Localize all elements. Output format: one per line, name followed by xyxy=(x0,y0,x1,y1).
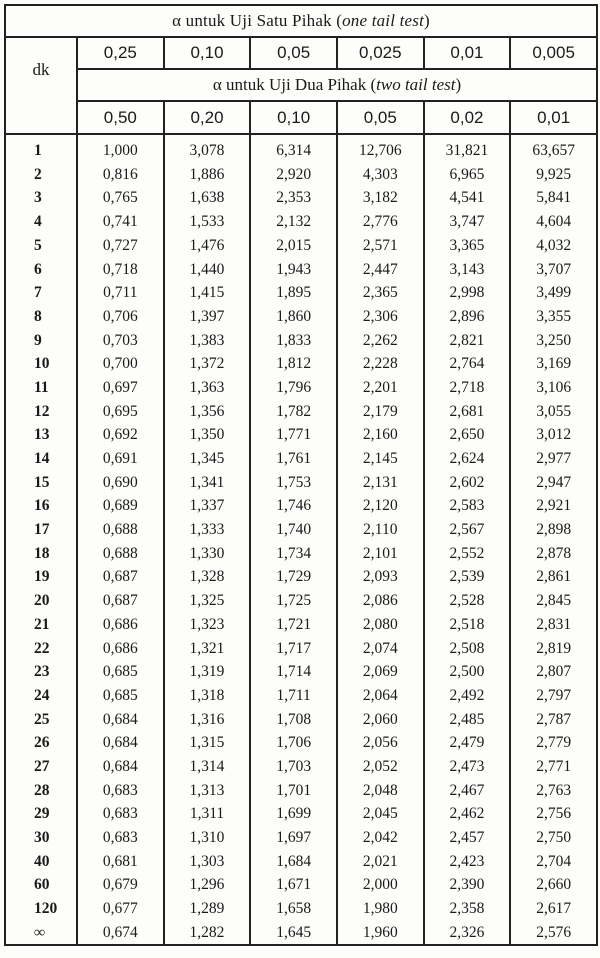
t-value-cell: 2,131 xyxy=(337,471,424,495)
t-value-cell: 1,782 xyxy=(250,400,337,424)
table-row xyxy=(5,779,597,803)
t-value-cell: 3,078 xyxy=(164,134,251,163)
t-value-cell: 2,779 xyxy=(510,731,597,755)
two-tail-alpha: 0,05 xyxy=(337,101,424,134)
one-tail-alpha: 0,025 xyxy=(337,37,424,69)
t-value-cell: 1,328 xyxy=(164,565,251,589)
table-header xyxy=(5,5,597,134)
table-row xyxy=(5,376,597,400)
table-row xyxy=(5,660,597,684)
t-value-cell: 2,479 xyxy=(424,731,511,755)
t-value-cell: 1,714 xyxy=(250,660,337,684)
t-value-cell: 3,707 xyxy=(510,257,597,281)
t-value-cell: 1,812 xyxy=(250,352,337,376)
t-value-cell: 1,761 xyxy=(250,447,337,471)
t-value-cell: 1,734 xyxy=(250,542,337,566)
table-row xyxy=(5,589,597,613)
t-value-cell: 1,314 xyxy=(164,755,251,779)
t-value-cell: 1,000 xyxy=(77,134,164,163)
t-value-cell: 2,807 xyxy=(510,660,597,684)
t-value-cell: 2,160 xyxy=(337,423,424,447)
table-row xyxy=(5,731,597,755)
two-tail-alpha-row xyxy=(5,101,597,134)
t-value-cell: 2,650 xyxy=(424,423,511,447)
t-value-cell: 2,228 xyxy=(337,352,424,376)
t-value-cell: 2,390 xyxy=(424,873,511,897)
t-value-cell: 2,365 xyxy=(337,281,424,305)
t-value-cell: 2,064 xyxy=(337,684,424,708)
t-value-cell: 2,921 xyxy=(510,494,597,518)
dk-cell: 4 xyxy=(34,213,42,231)
t-value-cell: 2,567 xyxy=(424,518,511,542)
t-value-cell: 5,841 xyxy=(510,186,597,210)
t-value-cell: 2,447 xyxy=(337,257,424,281)
table-row xyxy=(5,684,597,708)
t-value-cell: 0,718 xyxy=(77,257,164,281)
table-row xyxy=(5,210,597,234)
two-tail-alpha: 0,01 xyxy=(510,101,597,134)
t-value-cell: 2,576 xyxy=(510,921,597,946)
t-value-cell: 0,691 xyxy=(77,447,164,471)
t-value-cell: 3,055 xyxy=(510,400,597,424)
t-value-cell: 3,106 xyxy=(510,376,597,400)
t-value-cell: 1,721 xyxy=(250,613,337,637)
t-value-cell: 2,920 xyxy=(250,163,337,187)
t-value-cell: 0,684 xyxy=(77,708,164,732)
t-value-cell: 1,860 xyxy=(250,305,337,329)
table-row xyxy=(5,636,597,660)
table-row xyxy=(5,494,597,518)
t-value-cell: 0,765 xyxy=(77,186,164,210)
t-value-cell: 0,816 xyxy=(77,163,164,187)
t-value-cell: 0,692 xyxy=(77,423,164,447)
dk-cell: 9 xyxy=(34,331,42,349)
t-value-cell: 3,250 xyxy=(510,329,597,353)
dk-cell: 5 xyxy=(34,236,42,254)
t-value-cell: 1,319 xyxy=(164,660,251,684)
t-value-cell: 0,706 xyxy=(77,305,164,329)
t-value-cell: 2,704 xyxy=(510,850,597,874)
table-row xyxy=(5,163,597,187)
t-value-cell: 2,617 xyxy=(510,897,597,921)
t-value-cell: 2,262 xyxy=(337,329,424,353)
t-value-cell: 2,845 xyxy=(510,589,597,613)
t-value-cell: 1,671 xyxy=(250,873,337,897)
t-value-cell: 0,711 xyxy=(77,281,164,305)
t-value-cell: 1,415 xyxy=(164,281,251,305)
t-value-cell: 3,182 xyxy=(337,186,424,210)
t-value-cell: 1,397 xyxy=(164,305,251,329)
t-value-cell: 2,660 xyxy=(510,873,597,897)
t-value-cell: 0,683 xyxy=(77,826,164,850)
dk-cell: 1 xyxy=(34,142,42,160)
t-value-cell: 2,457 xyxy=(424,826,511,850)
t-value-cell: 2,052 xyxy=(337,755,424,779)
t-value-cell: 1,711 xyxy=(250,684,337,708)
t-value-cell: 1,440 xyxy=(164,257,251,281)
t-value-cell: 6,965 xyxy=(424,163,511,187)
t-value-cell: 3,747 xyxy=(424,210,511,234)
t-value-cell: 1,717 xyxy=(250,636,337,660)
t-value-cell: 2,423 xyxy=(424,850,511,874)
t-value-cell: 2,878 xyxy=(510,542,597,566)
t-value-cell: 1,372 xyxy=(164,352,251,376)
t-value-cell: 0,686 xyxy=(77,613,164,637)
dk-header: dk xyxy=(32,59,50,79)
t-value-cell: 2,145 xyxy=(337,447,424,471)
t-value-cell: 2,048 xyxy=(337,779,424,803)
dk-cell: 17 xyxy=(34,521,50,539)
t-value-cell: 2,624 xyxy=(424,447,511,471)
table-row xyxy=(5,826,597,850)
t-value-cell: 0,697 xyxy=(77,376,164,400)
dk-cell: 28 xyxy=(34,781,50,799)
t-value-cell: 2,518 xyxy=(424,613,511,637)
t-value-cell: 0,685 xyxy=(77,684,164,708)
t-value-cell: 3,499 xyxy=(510,281,597,305)
table-row xyxy=(5,186,597,210)
t-value-cell: 2,306 xyxy=(337,305,424,329)
t-value-cell: 2,583 xyxy=(424,494,511,518)
t-value-cell: 1,645 xyxy=(250,921,337,946)
t-value-cell: 2,110 xyxy=(337,518,424,542)
t-value-cell: 1,325 xyxy=(164,589,251,613)
t-value-cell: 1,310 xyxy=(164,826,251,850)
t-value-cell: 1,321 xyxy=(164,636,251,660)
one-tail-alpha: 0,05 xyxy=(250,37,337,69)
t-value-cell: 1,960 xyxy=(337,921,424,946)
t-value-cell: 2,763 xyxy=(510,779,597,803)
t-value-cell: 1,746 xyxy=(250,494,337,518)
table-row xyxy=(5,281,597,305)
t-value-cell: 3,355 xyxy=(510,305,597,329)
t-value-cell: 0,674 xyxy=(77,921,164,946)
t-value-cell: 2,681 xyxy=(424,400,511,424)
t-value-cell: 1,771 xyxy=(250,423,337,447)
t-value-cell: 2,015 xyxy=(250,234,337,258)
dk-cell: 23 xyxy=(34,663,50,681)
t-value-cell: 0,677 xyxy=(77,897,164,921)
table-row xyxy=(5,518,597,542)
dk-header-spacer xyxy=(5,101,77,134)
one-tail-alpha: 0,01 xyxy=(424,37,511,69)
t-value-cell: 0,689 xyxy=(77,494,164,518)
t-value-cell: 2,000 xyxy=(337,873,424,897)
t-value-cell: 9,925 xyxy=(510,163,597,187)
t-value-cell: 1,684 xyxy=(250,850,337,874)
t-value-cell: 1,725 xyxy=(250,589,337,613)
dk-cell: 30 xyxy=(34,829,50,847)
t-value-cell: 2,539 xyxy=(424,565,511,589)
t-value-cell: 1,943 xyxy=(250,257,337,281)
t-value-cell: 2,528 xyxy=(424,589,511,613)
t-value-cell: 2,462 xyxy=(424,802,511,826)
t-value-cell: 2,898 xyxy=(510,518,597,542)
t-value-cell: 2,797 xyxy=(510,684,597,708)
t-value-cell: 2,602 xyxy=(424,471,511,495)
t-value-cell: 2,500 xyxy=(424,660,511,684)
t-value-cell: 2,179 xyxy=(337,400,424,424)
dk-cell: 21 xyxy=(34,615,50,633)
table-row xyxy=(5,708,597,732)
t-value-cell: 1,796 xyxy=(250,376,337,400)
t-value-cell: 1,638 xyxy=(164,186,251,210)
t-value-cell: 1,658 xyxy=(250,897,337,921)
t-value-cell: 2,358 xyxy=(424,897,511,921)
t-value-cell: 0,683 xyxy=(77,779,164,803)
t-value-cell: 1,708 xyxy=(250,708,337,732)
dk-cell: ∞ xyxy=(34,923,46,941)
dk-cell: 3 xyxy=(34,189,42,207)
t-distribution-table xyxy=(4,4,598,946)
t-value-cell: 1,363 xyxy=(164,376,251,400)
t-value-cell: 4,541 xyxy=(424,186,511,210)
t-value-cell: 0,687 xyxy=(77,565,164,589)
two-tail-alpha: 0,10 xyxy=(250,101,337,134)
table-row xyxy=(5,897,597,921)
t-value-cell: 1,345 xyxy=(164,447,251,471)
table-row xyxy=(5,329,597,353)
t-value-cell: 1,729 xyxy=(250,565,337,589)
table-row xyxy=(5,134,597,163)
t-value-cell: 3,143 xyxy=(424,257,511,281)
one-tail-alpha: 0,10 xyxy=(164,37,251,69)
table-row xyxy=(5,352,597,376)
dk-cell: 15 xyxy=(34,473,50,491)
t-value-cell: 1,341 xyxy=(164,471,251,495)
t-value-cell: 1,753 xyxy=(250,471,337,495)
t-value-cell: 1,356 xyxy=(164,400,251,424)
t-value-cell: 0,741 xyxy=(77,210,164,234)
t-value-cell: 2,080 xyxy=(337,613,424,637)
two-tail-alpha: 0,20 xyxy=(164,101,251,134)
t-value-cell: 2,101 xyxy=(337,542,424,566)
dk-cell: 8 xyxy=(34,307,42,325)
t-value-cell: 1,323 xyxy=(164,613,251,637)
dk-cell: 24 xyxy=(34,686,50,704)
t-value-cell: 0,684 xyxy=(77,731,164,755)
dk-cell: 7 xyxy=(34,284,42,302)
table-row xyxy=(5,471,597,495)
t-value-cell: 0,688 xyxy=(77,542,164,566)
table-row xyxy=(5,873,597,897)
t-value-cell: 2,132 xyxy=(250,210,337,234)
t-value-cell: 1,833 xyxy=(250,329,337,353)
t-value-cell: 2,069 xyxy=(337,660,424,684)
t-value-cell: 1,699 xyxy=(250,802,337,826)
t-value-cell: 2,771 xyxy=(510,755,597,779)
t-value-cell: 1,886 xyxy=(164,163,251,187)
t-value-cell: 2,861 xyxy=(510,565,597,589)
t-value-cell: 2,750 xyxy=(510,826,597,850)
t-value-cell: 2,896 xyxy=(424,305,511,329)
t-value-cell: 2,756 xyxy=(510,802,597,826)
t-value-cell: 3,365 xyxy=(424,234,511,258)
t-value-cell: 2,764 xyxy=(424,352,511,376)
dk-cell: 6 xyxy=(34,260,42,278)
one-tail-title: α untuk Uji Satu Pihak (one tail test) xyxy=(5,5,597,37)
table-row xyxy=(5,565,597,589)
dk-cell: 2 xyxy=(34,165,42,183)
dk-cell: 25 xyxy=(34,710,50,728)
table-row xyxy=(5,257,597,281)
t-value-cell: 1,350 xyxy=(164,423,251,447)
t-value-cell: 1,703 xyxy=(250,755,337,779)
t-value-cell: 0,703 xyxy=(77,329,164,353)
t-value-cell: 2,571 xyxy=(337,234,424,258)
t-value-cell: 2,787 xyxy=(510,708,597,732)
t-value-cell: 1,333 xyxy=(164,518,251,542)
table-row xyxy=(5,447,597,471)
t-value-cell: 2,776 xyxy=(337,210,424,234)
dk-cell: 19 xyxy=(34,568,50,586)
dk-cell: 16 xyxy=(34,497,50,515)
t-value-cell: 1,282 xyxy=(164,921,251,946)
t-value-cell: 12,706 xyxy=(337,134,424,163)
t-value-cell: 2,326 xyxy=(424,921,511,946)
t-value-cell: 1,980 xyxy=(337,897,424,921)
t-value-cell: 1,337 xyxy=(164,494,251,518)
t-value-cell: 0,686 xyxy=(77,636,164,660)
t-value-cell: 2,074 xyxy=(337,636,424,660)
table-row xyxy=(5,802,597,826)
t-value-cell: 1,895 xyxy=(250,281,337,305)
table-row xyxy=(5,613,597,637)
table-row xyxy=(5,423,597,447)
t-value-cell: 2,473 xyxy=(424,755,511,779)
t-value-cell: 2,998 xyxy=(424,281,511,305)
t-value-cell: 1,701 xyxy=(250,779,337,803)
t-value-cell: 0,700 xyxy=(77,352,164,376)
dk-cell: 26 xyxy=(34,734,50,752)
dk-cell: 22 xyxy=(34,639,50,657)
t-value-cell: 1,383 xyxy=(164,329,251,353)
t-value-cell: 2,353 xyxy=(250,186,337,210)
t-value-cell: 2,120 xyxy=(337,494,424,518)
t-value-cell: 2,492 xyxy=(424,684,511,708)
table-row xyxy=(5,850,597,874)
table-row xyxy=(5,234,597,258)
t-value-cell: 2,552 xyxy=(424,542,511,566)
table-row xyxy=(5,400,597,424)
t-value-cell: 0,684 xyxy=(77,755,164,779)
t-value-cell: 2,060 xyxy=(337,708,424,732)
t-value-cell: 2,947 xyxy=(510,471,597,495)
t-value-cell: 0,679 xyxy=(77,873,164,897)
t-value-cell: 31,821 xyxy=(424,134,511,163)
t-value-cell: 1,303 xyxy=(164,850,251,874)
t-value-cell: 1,311 xyxy=(164,802,251,826)
dk-cell: 12 xyxy=(34,402,50,420)
t-value-cell: 1,697 xyxy=(250,826,337,850)
t-value-cell: 6,314 xyxy=(250,134,337,163)
dk-cell: 29 xyxy=(34,805,50,823)
dk-cell: 18 xyxy=(34,544,50,562)
t-value-cell: 2,086 xyxy=(337,589,424,613)
table-row xyxy=(5,921,597,946)
dk-cell: 14 xyxy=(34,450,50,468)
t-value-cell: 0,687 xyxy=(77,589,164,613)
t-value-cell: 2,467 xyxy=(424,779,511,803)
t-value-cell: 2,201 xyxy=(337,376,424,400)
t-value-cell: 0,727 xyxy=(77,234,164,258)
table-body xyxy=(5,134,597,945)
one-tail-alpha: 0,25 xyxy=(77,37,164,69)
t-value-cell: 0,688 xyxy=(77,518,164,542)
dk-cell: 120 xyxy=(34,900,58,918)
t-value-cell: 3,012 xyxy=(510,423,597,447)
dk-cell: 27 xyxy=(34,757,50,775)
dk-cell: 40 xyxy=(34,852,50,870)
t-value-cell: 1,289 xyxy=(164,897,251,921)
t-value-cell: 4,032 xyxy=(510,234,597,258)
t-value-cell: 1,330 xyxy=(164,542,251,566)
t-value-cell: 2,718 xyxy=(424,376,511,400)
table-row xyxy=(5,755,597,779)
dk-cell: 11 xyxy=(34,378,49,396)
t-value-cell: 2,819 xyxy=(510,636,597,660)
t-value-cell: 0,685 xyxy=(77,660,164,684)
t-value-cell: 1,533 xyxy=(164,210,251,234)
t-value-cell: 1,740 xyxy=(250,518,337,542)
t-value-cell: 2,977 xyxy=(510,447,597,471)
t-value-cell: 1,316 xyxy=(164,708,251,732)
t-value-cell: 63,657 xyxy=(510,134,597,163)
dk-cell: 60 xyxy=(34,876,50,894)
t-value-cell: 2,042 xyxy=(337,826,424,850)
t-value-cell: 1,476 xyxy=(164,234,251,258)
t-value-cell: 2,831 xyxy=(510,613,597,637)
t-value-cell: 1,313 xyxy=(164,779,251,803)
t-value-cell: 1,706 xyxy=(250,731,337,755)
t-value-cell: 2,056 xyxy=(337,731,424,755)
t-value-cell: 4,604 xyxy=(510,210,597,234)
dk-cell: 10 xyxy=(34,355,50,373)
two-tail-alpha: 0,50 xyxy=(77,101,164,134)
dk-cell: 13 xyxy=(34,426,50,444)
t-value-cell: 0,683 xyxy=(77,802,164,826)
table-row xyxy=(5,542,597,566)
t-value-cell: 2,508 xyxy=(424,636,511,660)
t-value-cell: 0,690 xyxy=(77,471,164,495)
t-value-cell: 1,318 xyxy=(164,684,251,708)
t-value-cell: 0,681 xyxy=(77,850,164,874)
t-value-cell: 0,695 xyxy=(77,400,164,424)
t-value-cell: 2,093 xyxy=(337,565,424,589)
table-row xyxy=(5,305,597,329)
t-value-cell: 1,296 xyxy=(164,873,251,897)
two-tail-alpha: 0,02 xyxy=(424,101,511,134)
two-tail-title: α untuk Uji Dua Pihak (two tail test) xyxy=(77,69,597,101)
one-tail-alpha-row xyxy=(5,37,597,69)
t-value-cell: 4,303 xyxy=(337,163,424,187)
dk-cell: 20 xyxy=(34,592,50,610)
t-value-cell: 2,021 xyxy=(337,850,424,874)
t-value-cell: 2,045 xyxy=(337,802,424,826)
t-value-cell: 2,821 xyxy=(424,329,511,353)
t-value-cell: 3,169 xyxy=(510,352,597,376)
t-value-cell: 2,485 xyxy=(424,708,511,732)
one-tail-alpha: 0,005 xyxy=(510,37,597,69)
t-value-cell: 1,315 xyxy=(164,731,251,755)
